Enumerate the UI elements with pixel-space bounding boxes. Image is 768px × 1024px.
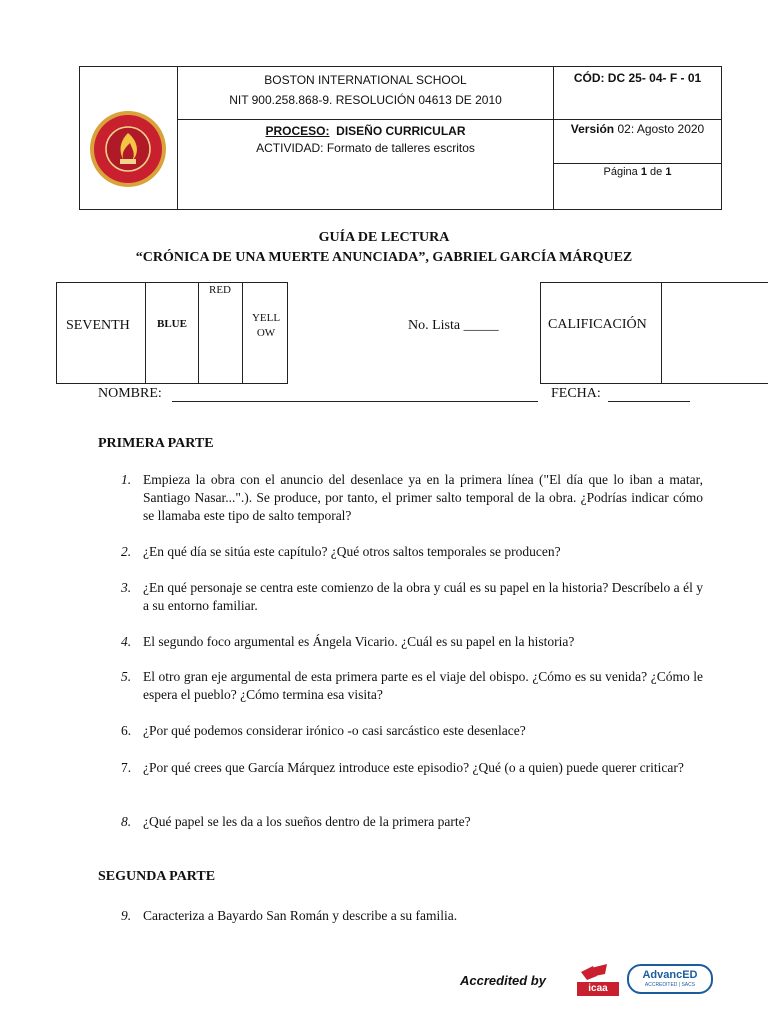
page-prefix: Página	[603, 166, 638, 178]
question-number: 8.	[121, 814, 132, 829]
grade-label: SEVENTH	[66, 318, 130, 333]
activity-value: Formato de talleres escritos	[326, 141, 475, 155]
group-yellow	[249, 311, 283, 341]
group-yellow-line2: OW	[256, 327, 276, 339]
question-text: ¿Por qué crees que García Márquez introduce este episodio? ¿Qué (o a quien) puede querer criticar?	[143, 760, 684, 775]
code-cell	[554, 67, 721, 120]
process-cell	[178, 120, 554, 209]
doc-title: GUÍA DE LECTURA	[318, 230, 450, 245]
question-number: 9.	[121, 908, 132, 923]
advanced-logo	[627, 964, 713, 994]
process-value: DISEÑO CURRICULAR	[336, 124, 466, 138]
question-number: 7.	[121, 760, 132, 775]
question-1	[121, 471, 703, 525]
question-5	[121, 668, 703, 704]
question-text: ¿En qué personaje se centra este comienzo de la obra y cuál es su papel en la historia? Descríbelo a él y a su entorno familiar.	[143, 580, 703, 613]
question-text: ¿En qué día se sitúa este capítulo? ¿Qué otros saltos temporales se producen?	[143, 544, 561, 559]
page-cell	[554, 164, 721, 209]
score-box	[540, 282, 768, 384]
school-name: BOSTON INTERNATIONAL SCHOOL	[264, 73, 467, 87]
icaa-text: icaa	[588, 983, 608, 994]
question-9	[121, 907, 703, 925]
question-text: ¿Qué papel se les da a los sueños dentro de la primera parte?	[143, 814, 471, 829]
question-3	[121, 579, 703, 615]
question-text: Empieza la obra con el anuncio del desenlace ya en la primera línea ("El día que lo iban a matar, Santiago Nasar...".). Se produce, por tanto, el primer salto temporal de la obra. ¿Podrías indicar cómo se llamaba este tipo de salto temporal?	[143, 472, 703, 523]
question-number: 4.	[121, 634, 132, 649]
question-number: 5.	[121, 669, 132, 684]
date-input-line[interactable]	[608, 401, 690, 402]
question-text: El segundo foco argumental es Ángela Vicario. ¿Cuál es su papel en la historia?	[143, 634, 575, 649]
page-total: 1	[665, 166, 672, 178]
name-label: NOMBRE:	[98, 386, 162, 401]
question-7	[121, 759, 703, 777]
school-nit: NIT 900.258.868-9. RESOLUCIÓN 04613 DE 2010	[229, 93, 502, 107]
list-number-field[interactable]: No. Lista _____	[408, 318, 499, 333]
question-text: Caracteriza a Bayardo San Román y describe a su familia.	[143, 908, 458, 923]
school-info-cell	[178, 67, 554, 120]
section-part2: SEGUNDA PARTE	[98, 869, 216, 884]
question-4	[121, 633, 703, 651]
question-6	[121, 722, 703, 740]
logo-cell	[80, 67, 178, 209]
question-text: ¿Por qué podemos considerar irónico -o casi sarcástico este desenlace?	[143, 723, 526, 738]
question-2	[121, 543, 703, 561]
doc-subtitle: “CRÓNICA DE UNA MUERTE ANUNCIADA”, GABRIEL GARCÍA MÁRQUEZ	[135, 250, 633, 265]
score-label: CALIFICACIÓN	[548, 317, 647, 332]
advanced-subtext: ACCREDITED | SACS	[644, 982, 696, 988]
section-part1: PRIMERA PARTE	[98, 436, 214, 451]
header-table	[79, 66, 722, 210]
page-mid: de	[650, 166, 663, 178]
question-text: El otro gran eje argumental de esta primera parte es el viaje del obispo. ¿Cómo es su venida? ¿Cómo le espera el pueblo? ¿Cómo termina esa visita?	[143, 669, 703, 702]
grade-group-box	[56, 282, 288, 384]
version-cell	[554, 120, 721, 164]
question-number: 6.	[121, 723, 132, 738]
page-number: 1	[640, 166, 647, 178]
group-yellow-line1: YELL	[251, 312, 281, 324]
activity-label: ACTIVIDAD:	[256, 141, 324, 155]
school-logo	[80, 67, 178, 209]
version-value: 02: Agosto 2020	[617, 122, 705, 136]
version-label: Versión	[570, 122, 615, 136]
question-number: 3.	[121, 580, 132, 595]
date-label: FECHA:	[551, 386, 601, 401]
group-blue: BLUE	[157, 318, 187, 330]
process-label: PROCESO:	[265, 124, 330, 138]
accredited-label: Accredited by	[460, 973, 546, 988]
question-number: 2.	[121, 544, 132, 559]
doc-code: CÓD: DC 25- 04- F - 01	[573, 71, 702, 85]
question-8	[121, 813, 703, 831]
group-red: RED	[209, 284, 231, 296]
question-number: 1.	[121, 472, 132, 487]
name-input-line[interactable]	[172, 401, 538, 402]
icaa-logo	[577, 962, 619, 998]
advanced-text: AdvancED	[642, 969, 698, 981]
